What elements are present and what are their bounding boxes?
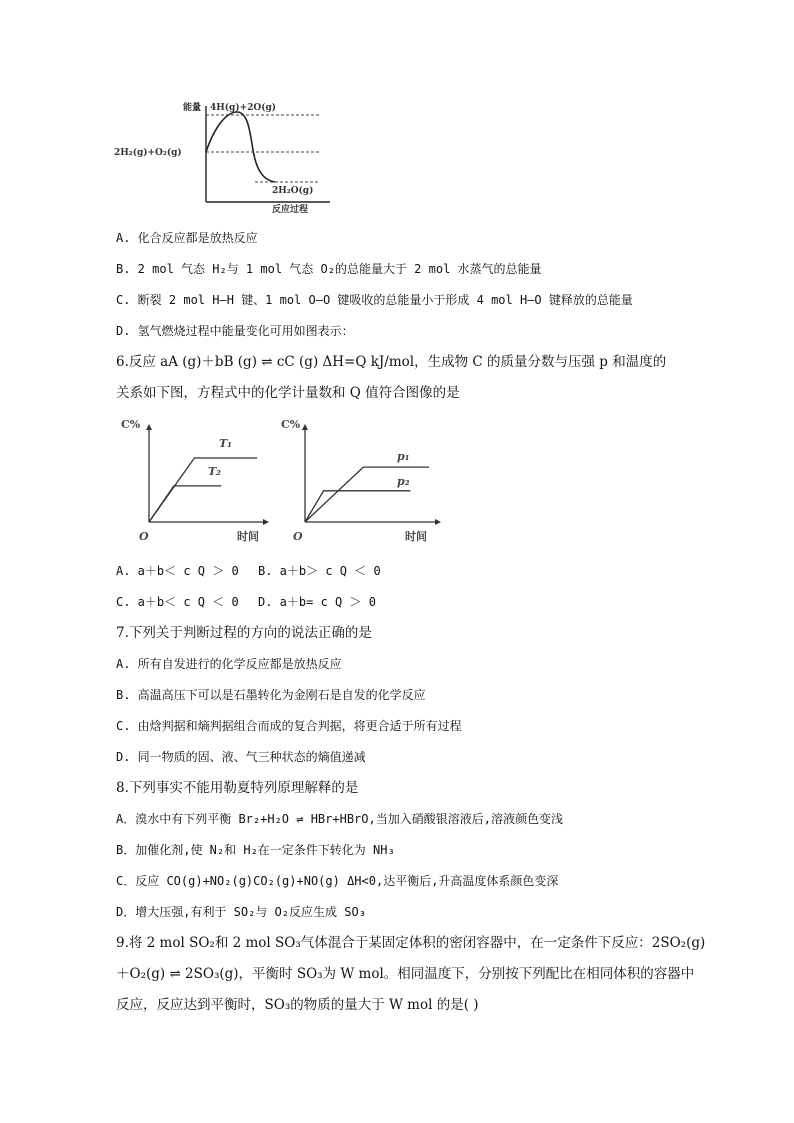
chart2-ylabel: C% — [281, 418, 301, 431]
chart1-series-1-line — [149, 458, 257, 522]
energy-top-level-label: 4H(g)+2O(g) — [210, 103, 277, 113]
energy-curve — [206, 112, 275, 182]
chart2-curve2-label: p₂ — [397, 475, 410, 488]
q6-stem-line2: 关系如下图，方程式中的化学计量数和 Q 值符合图像的是 — [116, 385, 460, 401]
q8-option-a: A．溴水中有下列平衡 Br₂+H₂O ⇌ HBr+HBrO,当加入硝酸银溶液后,溶液颜色变浅 — [116, 812, 563, 826]
q9-line3: 反应，反应达到平衡时，SO₃的物质的量大于 W mol 的是( ) — [116, 997, 479, 1013]
q5-option-c: C. 断裂 2 mol H—H 键、1 mol O—O 键吸收的总能量小于形成 4 mol H—O 键释放的总能量 — [116, 293, 633, 307]
q8-option-b: B．加催化剂,使 N₂和 H₂在一定条件下转化为 NH₃ — [116, 843, 395, 857]
energy-ylabel: 能量 — [182, 103, 201, 113]
q7-option-d: D. 同一物质的固、液、气三种状态的熵值递减 — [116, 750, 366, 764]
chart1-curve2-label: T₂ — [208, 465, 222, 478]
q6-stem-line1: 6.反应 aA (g)＋bB (g) ⇌ cC (g) ΔH=Q kJ/mol，生成物 C 的质量分数与压强 p 和温度的 — [116, 354, 667, 370]
chart1-series-2-line — [149, 486, 221, 522]
q8-stem: 8.下列事实不能用勒夏特列原理解释的是 — [116, 780, 359, 796]
q7-option-b: B. 高温高压下可以是石墨转化为金刚石是自发的化学反应 — [116, 688, 426, 702]
chart1-curve1-label: T₁ — [219, 437, 233, 450]
chart1-x-arrow — [263, 519, 269, 525]
q5-option-d: D. 氢气燃烧过程中能量变化可用如图表示： — [116, 324, 354, 338]
chart2-origin: O — [293, 530, 303, 543]
q7-stem: 7.下列关于判断过程的方向的说法正确的是 — [116, 625, 372, 641]
chart2-y-arrow — [302, 424, 308, 430]
q5-option-a: A. 化合反应都是放热反应 — [116, 231, 258, 245]
q7-option-c: C. 由焓判据和熵判据组合而成的复合判据，将更合适于所有过程 — [116, 719, 462, 733]
chart-temperature — [115, 412, 275, 547]
chart1-xlabel: 时间 — [237, 530, 259, 543]
q6-option-a: A. a＋b＜ c Q ＞ 0 — [116, 564, 239, 578]
chart1-y-arrow — [146, 424, 152, 430]
chart2-x-arrow — [435, 519, 441, 525]
q7-option-a: A. 所有自发进行的化学反应都是放热反应 — [116, 657, 342, 671]
chart1-ylabel: C% — [121, 418, 141, 431]
chart-pressure — [277, 412, 447, 547]
chart2-xlabel: 时间 — [405, 530, 427, 543]
q8-option-d: D．增大压强,有利于 SO₂与 O₂反应生成 SO₃ — [116, 905, 366, 919]
energy-diagram — [110, 98, 340, 216]
chart1-origin: O — [139, 530, 149, 543]
q9-line2: ＋O₂(g) ⇌ 2SO₃(g)，平衡时 SO₃为 W mol。相同温度下，分别按下列配比在相同体积的容器中 — [116, 966, 695, 982]
energy-xlabel: 反应过程 — [272, 205, 309, 215]
chart2-series-1-line — [305, 467, 429, 522]
q6-option-c: C. a＋b＜ c Q ＜ 0 — [116, 595, 239, 609]
q9-line1: 9.将 2 mol SO₂和 2 mol SO₃气体混合于某固定体积的密闭容器中，在一定条件下反应：2SO₂(g) — [116, 935, 706, 951]
q6-option-d: D. a＋b= c Q ＞ 0 — [258, 595, 376, 609]
energy-bottom-level-label: 2H₂O(g) — [272, 186, 314, 196]
q5-option-b: B. 2 mol 气态 H₂与 1 mol 气态 O₂的总能量大于 2 mol 水蒸气的总能量 — [116, 262, 542, 276]
q8-option-c: C．反应 CO(g)+NO₂(g)CO₂(g)+NO(g) ΔH<0,达平衡后,升高温度体系颜色变深 — [116, 874, 559, 888]
chart2-curve1-label: p₁ — [397, 450, 410, 463]
q6-option-b: B. a＋b＞ c Q ＜ 0 — [258, 564, 381, 578]
energy-mid-level-label: 2H₂(g)+O₂(g) — [114, 148, 182, 158]
